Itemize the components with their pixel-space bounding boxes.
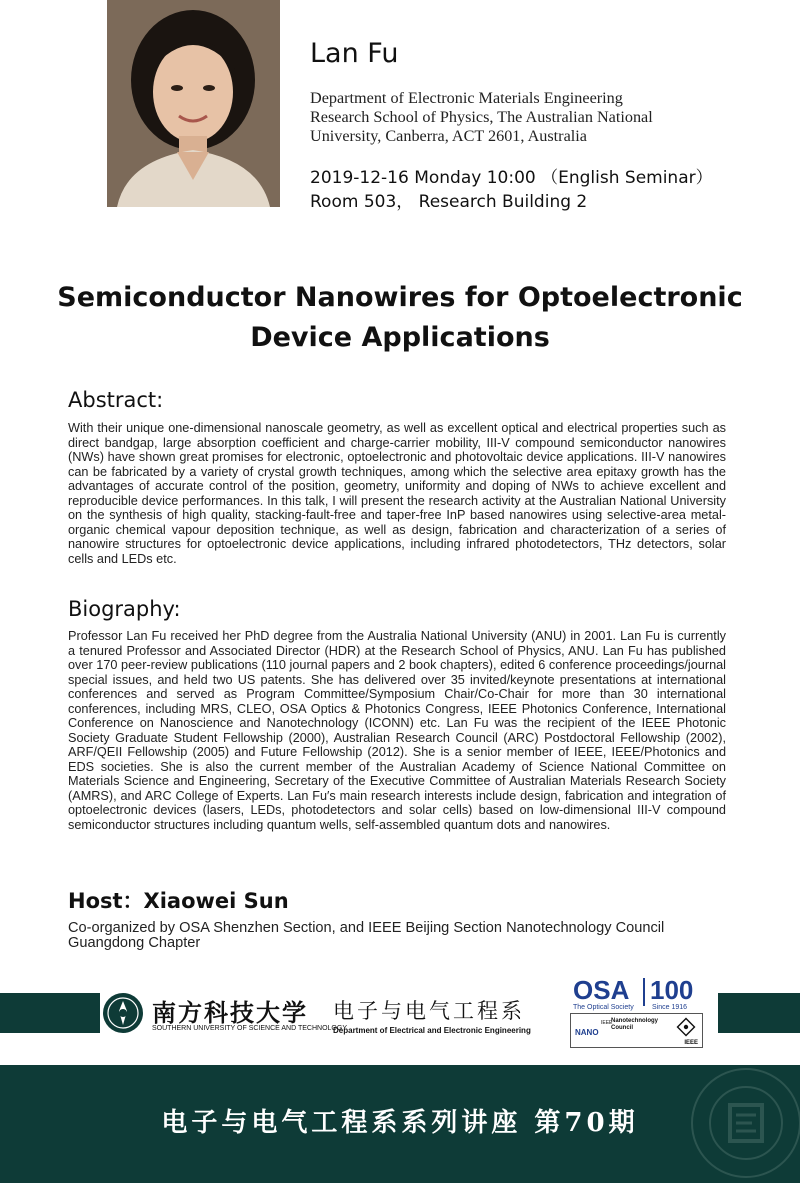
series-title: 电子与电气工程系系列讲座 第70期: [161, 1108, 639, 1138]
event-datetime: 2019-12-16 Monday 10:00 （English Seminar）: [310, 168, 713, 188]
osa-since: Since 1916: [652, 1004, 688, 1011]
band-right-bar: [718, 993, 800, 1033]
affiliation-line: Department of Electronic Materials Engineering: [310, 89, 623, 107]
ieee-diamond-icon: [676, 1017, 696, 1037]
coorganizer-text: Co-organized by OSA Shenzhen Section, and IEEE Beijing Section Nanotechnology Council Guangdong Chapter: [68, 920, 665, 951]
department-name-en: Department of Electrical and Electronic Engineering: [333, 1026, 531, 1035]
nano-ieee-wordmark: IEEE: [684, 1040, 698, 1046]
abstract-heading: Abstract:: [68, 388, 164, 412]
event-location: Room 503， Research Building 2: [310, 192, 588, 212]
university-name-en: SOUTHERN UNIVERSITY OF SCIENCE AND TECHNOLOGY: [152, 1025, 347, 1032]
biography-heading: Biography:: [68, 597, 181, 621]
talk-title-line: Semiconductor Nanowires for Optoelectronic: [57, 282, 743, 313]
university-emblem-icon: [101, 991, 145, 1035]
biography-text: Professor Lan Fu received her PhD degree from the Australia National University (ANU) in 2001. Lan Fu is currently a tenured Professor and Associated Director (HDR) at the Research School of Physics, ANU. Lan Fu has published over 170 peer-review publications (110 journal papers and 2 book chapters), edited 6 conference proceedings/journal special issues, and held two US patents. She has delivered over 35 invited/keynote presentations at international conferences and served as Program Committee/Symposium Chair/Co-Chair for more than 30 international conferences, including MRS, CLEO, OSA Optics & Photonics Congress, IEEE Photonics Conference, International Conference on Nanoscience and Nanotechnology (ICONN) etc. Lan Fu was the recipient of the IEEE Photonic Society Graduate Student Fellowship (2000), Australian Research Council (ARC) Postdoctoral Fellowship (2002), ARF/QEII Fellowship (2005) and Future Fellowship (2012). She is a senior member of IEEE, IEEE/Photonics and EDS societies. She is also the current member of the Australian Academy of Science National Committee on Materials Science and Engineering, Secretary of the Executive Committee of Australian Materials Research Society (AMRS), and ARC College of Experts. Lan Fu′s main research interests include design, fabrication and integration of optoelectronic devices (lasers, LEDs, photodetectors and solar cells) based on low-dimensional III-V compound semiconductor structures including quantum wells, self-assembled quantum dots and nanowires.: [68, 629, 726, 832]
department-name-cn: 电子与电气工程系: [333, 999, 525, 1023]
nano-ieee-small: IEEE: [601, 1020, 613, 1026]
ieee-nano-logo: [570, 1013, 703, 1048]
nano-council-name: Nanotechnology Council: [611, 1018, 659, 1031]
osa-divider: [643, 978, 645, 1006]
host-name: Host：Xiaowei Sun: [68, 889, 289, 913]
affiliation-line: University, Canberra, ACT 2601, Australia: [310, 127, 587, 145]
speaker-photo: [107, 0, 280, 207]
speaker-affiliation: [310, 89, 730, 146]
abstract-text: With their unique one-dimensional nanoscale geometry, as well as excellent optical and electrical properties such as direct bandgap, large absorption coefficient and charge-carrier mobility, III-V compound semiconductor nanowires (NWs) have shown great promises for electronic, optoelectronic and photovoltaic device applications. III-V nanowires can be fabricated by a variety of crystal growth techniques, among which the selective area epitaxy growth has the advantages of accurate control of the position, geometry, uniformity and doping of NWs to achieve excellent and reproducible device performances. In this talk, I will present the research activity at the Australian National University on the synthesis of high quality, stacking-fault-free and taper-free InP based nanowires using selective-area metal-organic chemical vapour deposition technique, as well as design, fabrication and characterization of a series of nanowire structures for optoelectronic device applications, including infrared photodetectors, THz detectors, solar cells and LEDs etc.: [68, 421, 726, 566]
nano-wordmark: NANO: [575, 1028, 599, 1037]
footer-banner: [0, 1065, 800, 1183]
speaker-name: Lan Fu: [310, 38, 399, 69]
osa-logo: [570, 975, 706, 1051]
talk-title: [40, 278, 760, 358]
university-name-cn: 南方科技大学: [152, 998, 308, 1027]
talk-title-line: Device Applications: [250, 322, 550, 353]
osa-centennial: 100: [650, 975, 694, 1005]
affiliation-line: Research School of Physics, The Australian National: [310, 108, 653, 126]
band-left-bar: [0, 993, 100, 1033]
osa-tagline: The Optical Society: [573, 1004, 634, 1011]
osa-wordmark: OSA: [573, 975, 630, 1005]
